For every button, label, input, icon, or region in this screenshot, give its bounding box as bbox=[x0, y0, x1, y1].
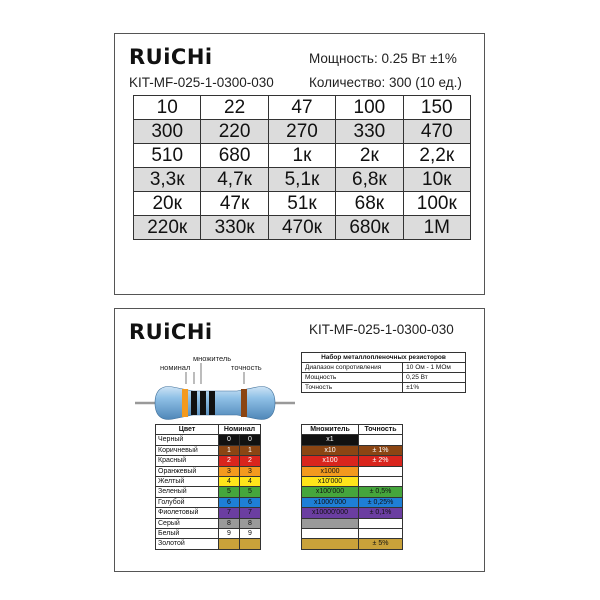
grid-cell: 330 bbox=[336, 120, 403, 144]
multiplier-value: x10 bbox=[302, 445, 359, 455]
value-table-card bbox=[114, 33, 485, 295]
tolerance-value: ± 5% bbox=[359, 539, 403, 549]
tolerance-value: ± 1% bbox=[359, 445, 403, 455]
nominal-digit: 4 bbox=[240, 477, 261, 487]
brand-logo: RUiCHi bbox=[129, 320, 213, 344]
nominal-digit: 0 bbox=[240, 435, 261, 445]
grid-row bbox=[134, 168, 471, 192]
spec-key: Мощность bbox=[302, 373, 403, 383]
grid-row bbox=[134, 192, 471, 216]
nominal-digit: 1 bbox=[240, 445, 261, 455]
color-row bbox=[156, 487, 261, 497]
grid-cell: 680 bbox=[201, 144, 268, 168]
color-name: Оранжевый bbox=[156, 466, 219, 476]
grid-cell: 20к bbox=[134, 192, 201, 216]
nominal-digit: 7 bbox=[219, 508, 240, 518]
quantity-info: Количество: 300 (10 ед.) bbox=[309, 75, 462, 90]
color-table-header bbox=[156, 425, 261, 435]
multiplier-tolerance-table bbox=[301, 424, 403, 550]
grid-cell: 470 bbox=[403, 120, 470, 144]
tolerance-value: ± 0,1% bbox=[359, 508, 403, 518]
header-color: Цвет bbox=[156, 425, 219, 435]
mult-row bbox=[302, 539, 403, 549]
grid-cell: 100 bbox=[336, 96, 403, 120]
nominal-digit: 2 bbox=[219, 456, 240, 466]
color-name: Желтый bbox=[156, 477, 219, 487]
color-row bbox=[156, 529, 261, 539]
nominal-digit: 6 bbox=[219, 497, 240, 507]
spec-key: Точность bbox=[302, 383, 403, 393]
grid-cell: 51к bbox=[268, 192, 335, 216]
grid-row bbox=[134, 144, 471, 168]
grid-cell: 47 bbox=[268, 96, 335, 120]
grid-cell: 22 bbox=[201, 96, 268, 120]
nominal-digit: 9 bbox=[240, 529, 261, 539]
mult-table-header bbox=[302, 425, 403, 435]
grid-cell: 4,7к bbox=[201, 168, 268, 192]
header-tolerance: Точность bbox=[359, 425, 403, 435]
nominal-digit: 3 bbox=[219, 466, 240, 476]
mult-row bbox=[302, 497, 403, 507]
nominal-digit: 8 bbox=[240, 518, 261, 528]
kit-code: KIT-MF-025-1-0300-030 bbox=[129, 75, 274, 90]
spec-value: 0,25 Вт bbox=[403, 373, 466, 383]
grid-row bbox=[134, 216, 471, 240]
mult-row bbox=[302, 435, 403, 445]
mult-row bbox=[302, 456, 403, 466]
color-row bbox=[156, 466, 261, 476]
tolerance-value bbox=[359, 466, 403, 476]
color-name: Красный bbox=[156, 456, 219, 466]
color-name: Серый bbox=[156, 518, 219, 528]
color-name: Голубой bbox=[156, 497, 219, 507]
color-row bbox=[156, 456, 261, 466]
band-black bbox=[209, 391, 215, 415]
grid-cell: 10 bbox=[134, 96, 201, 120]
multiplier-value: x10'000 bbox=[302, 477, 359, 487]
nominal-digit: 6 bbox=[240, 497, 261, 507]
header-multiplier: Множитель bbox=[302, 425, 359, 435]
tolerance-value bbox=[359, 518, 403, 528]
multiplier-value bbox=[302, 539, 359, 549]
color-name: Золотой bbox=[156, 539, 219, 549]
mult-row bbox=[302, 466, 403, 476]
spec-title: Набор металлопленочных резисторов bbox=[302, 353, 466, 363]
mult-row bbox=[302, 508, 403, 518]
grid-cell: 10к bbox=[403, 168, 470, 192]
nominal-digit bbox=[219, 539, 240, 549]
nominal-digit bbox=[240, 539, 261, 549]
grid-cell: 1к bbox=[268, 144, 335, 168]
color-name: Коричневый bbox=[156, 445, 219, 455]
band-orange bbox=[182, 389, 188, 417]
grid-cell: 680к bbox=[336, 216, 403, 240]
grid-cell: 470к bbox=[268, 216, 335, 240]
grid-cell: 270 bbox=[268, 120, 335, 144]
tolerance-value bbox=[359, 435, 403, 445]
multiplier-value: x1000'000 bbox=[302, 497, 359, 507]
spec-table bbox=[301, 352, 466, 393]
grid-cell: 68к bbox=[336, 192, 403, 216]
nominal-digit: 4 bbox=[219, 477, 240, 487]
nominal-digit: 9 bbox=[219, 529, 240, 539]
color-row bbox=[156, 518, 261, 528]
multiplier-value bbox=[302, 529, 359, 539]
multiplier-value: x1000 bbox=[302, 466, 359, 476]
multiplier-value: x100'000 bbox=[302, 487, 359, 497]
resistor-values-grid bbox=[133, 95, 471, 240]
power-rating: Мощность: 0.25 Вт ±1% bbox=[309, 51, 457, 66]
nominal-digit: 1 bbox=[219, 445, 240, 455]
tolerance-value: ± 0,5% bbox=[359, 487, 403, 497]
grid-cell: 2,2к bbox=[403, 144, 470, 168]
grid-cell: 100к bbox=[403, 192, 470, 216]
band-black bbox=[200, 391, 206, 415]
color-row bbox=[156, 508, 261, 518]
color-name: Черный bbox=[156, 435, 219, 445]
grid-row bbox=[134, 96, 471, 120]
grid-row bbox=[134, 120, 471, 144]
multiplier-value: x10000'000 bbox=[302, 508, 359, 518]
nominal-digit: 5 bbox=[240, 487, 261, 497]
tolerance-value bbox=[359, 529, 403, 539]
grid-cell: 1М bbox=[403, 216, 470, 240]
color-row bbox=[156, 497, 261, 507]
color-name: Фиолетовый bbox=[156, 508, 219, 518]
grid-cell: 5,1к bbox=[268, 168, 335, 192]
tolerance-value bbox=[359, 477, 403, 487]
grid-cell: 2к bbox=[336, 144, 403, 168]
spec-value: 10 Ом - 1 МОм bbox=[403, 363, 466, 373]
color-row bbox=[156, 477, 261, 487]
label-tolerance: точность bbox=[231, 363, 262, 372]
label-nominal: номинал bbox=[160, 363, 191, 372]
grid-cell: 220к bbox=[134, 216, 201, 240]
tolerance-value: ± 0,25% bbox=[359, 497, 403, 507]
header-nominal: Номинал bbox=[219, 425, 261, 435]
mult-row bbox=[302, 529, 403, 539]
grid-cell: 150 bbox=[403, 96, 470, 120]
color-nominal-table bbox=[155, 424, 261, 550]
color-name: Белый bbox=[156, 529, 219, 539]
grid-cell: 3,3к bbox=[134, 168, 201, 192]
color-row bbox=[156, 435, 261, 445]
mult-row bbox=[302, 445, 403, 455]
nominal-digit: 7 bbox=[240, 508, 261, 518]
multiplier-value: x100 bbox=[302, 456, 359, 466]
tolerance-value: ± 2% bbox=[359, 456, 403, 466]
band-brown bbox=[241, 389, 247, 417]
spec-key: Диапазон сопротивления bbox=[302, 363, 403, 373]
band-black bbox=[191, 391, 197, 415]
resistor-diagram bbox=[135, 351, 295, 427]
multiplier-value: x1 bbox=[302, 435, 359, 445]
color-name: Зеленый bbox=[156, 487, 219, 497]
grid-cell: 47к bbox=[201, 192, 268, 216]
grid-cell: 300 bbox=[134, 120, 201, 144]
nominal-digit: 2 bbox=[240, 456, 261, 466]
mult-row bbox=[302, 518, 403, 528]
color-code-card bbox=[114, 308, 485, 572]
color-row bbox=[156, 445, 261, 455]
nominal-digit: 0 bbox=[219, 435, 240, 445]
multiplier-value bbox=[302, 518, 359, 528]
grid-cell: 330к bbox=[201, 216, 268, 240]
grid-cell: 6,8к bbox=[336, 168, 403, 192]
brand-logo: RUiCHi bbox=[129, 45, 213, 69]
color-row bbox=[156, 539, 261, 549]
grid-cell: 220 bbox=[201, 120, 268, 144]
label-multiplier: множитель bbox=[193, 354, 232, 363]
spec-value: ±1% bbox=[403, 383, 466, 393]
kit-code: KIT-MF-025-1-0300-030 bbox=[309, 322, 454, 337]
mult-row bbox=[302, 477, 403, 487]
nominal-digit: 3 bbox=[240, 466, 261, 476]
mult-row bbox=[302, 487, 403, 497]
grid-cell: 510 bbox=[134, 144, 201, 168]
nominal-digit: 8 bbox=[219, 518, 240, 528]
nominal-digit: 5 bbox=[219, 487, 240, 497]
